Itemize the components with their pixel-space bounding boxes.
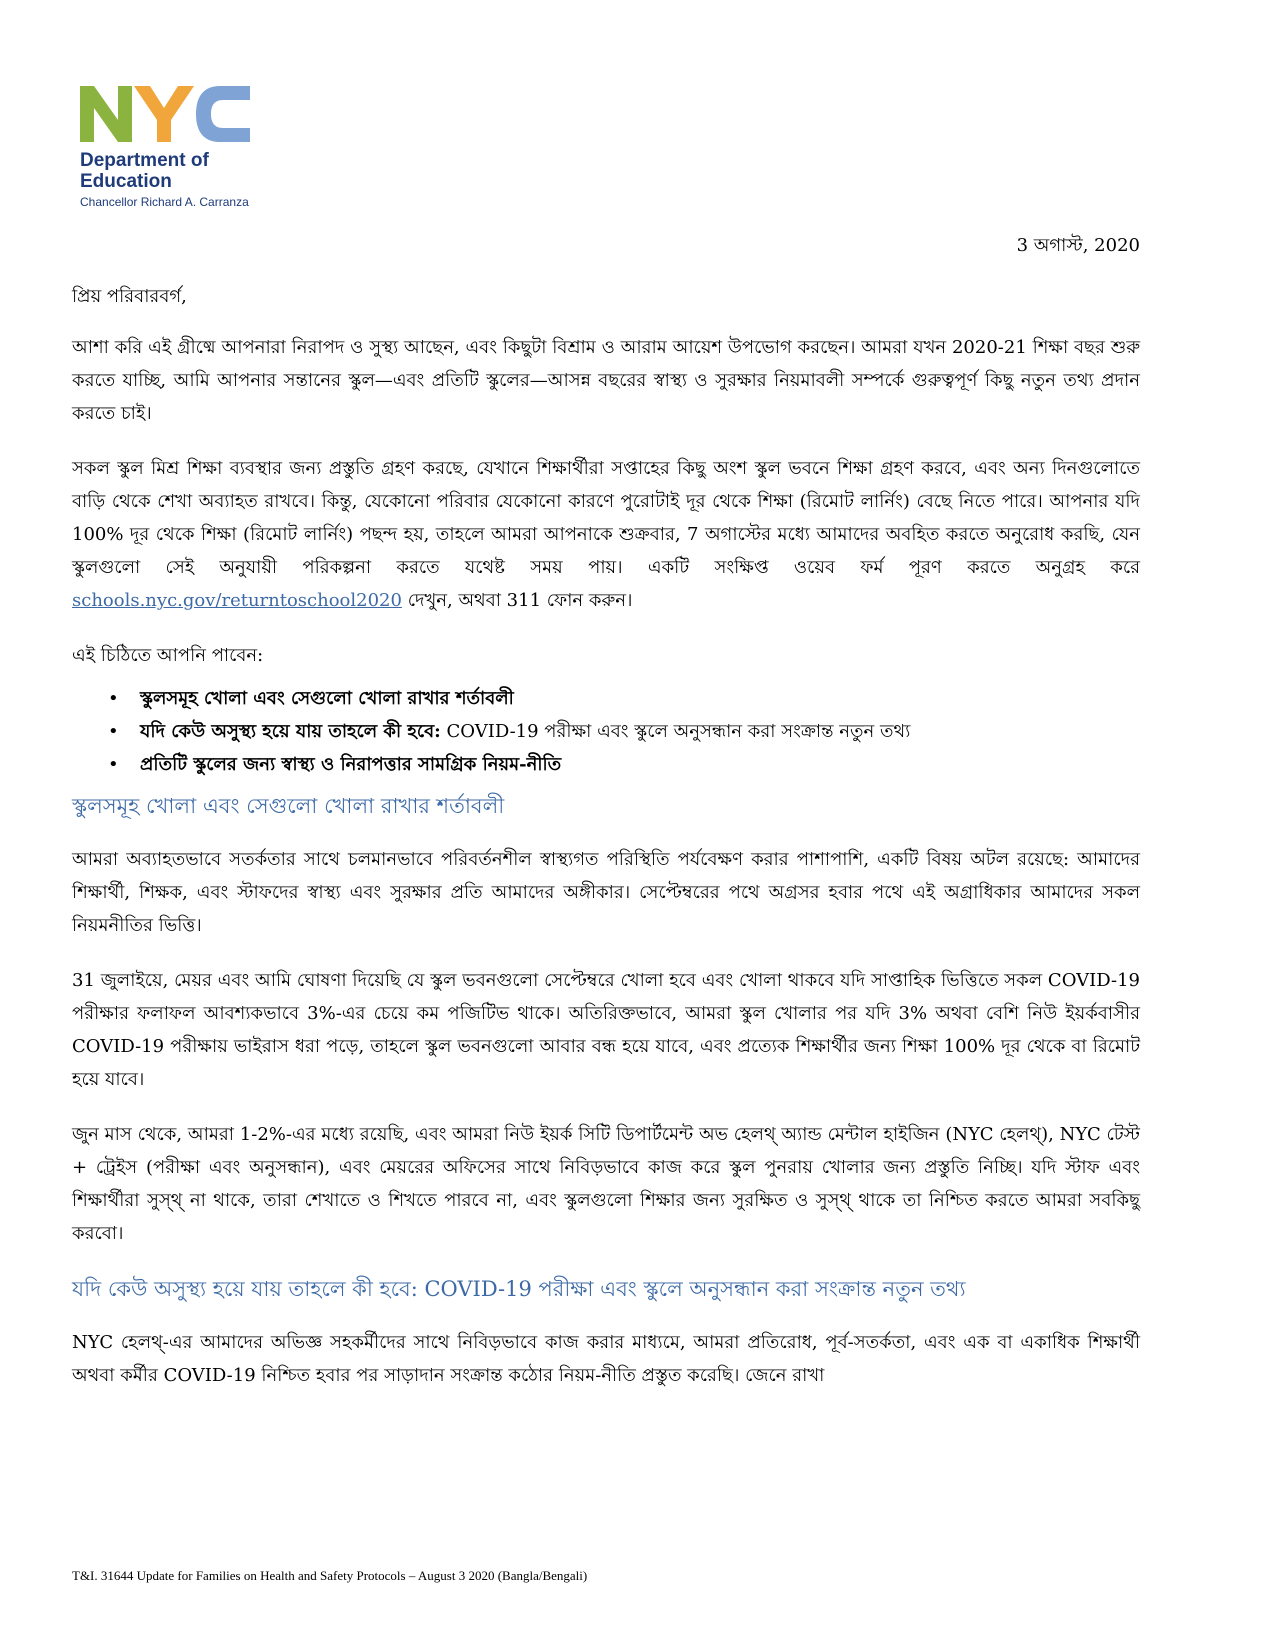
bullet-2-bold: যদি কেউ অসুস্থ্য হয়ে যায় তাহলে কী হবে: <box>140 721 441 742</box>
section-heading-illness: যদি কেউ অসুস্থ্য হয়ে যায় তাহলে কী হবে: COVID-19 পরীক্ষা এবং স্কুলে অনুসন্ধান করা সংক্রান্ত নতুন তথ্য <box>72 1277 966 1301</box>
org-name-line2: Education <box>80 171 172 192</box>
chancellor-name: Chancellor Richard A. Carranza <box>80 195 249 209</box>
paragraph-remote-after: দেখুন, অথবা 311 ফোন করুন। <box>401 590 633 611</box>
topics-list <box>72 682 1140 781</box>
section1-paragraph3: জুন মাস থেকে, আমরা 1-2%-এর মধ্যে রয়েছি, এবং আমরা নিউ ইয়র্ক সিটি ডিপার্টমেন্ট অভ হেলথ্ অ্যান্ড মেন্টাল হাইজিন (NYC হেলথ্), NYC টেস্ট + ট্রেইস (পরীক্ষা এবং অনুসন্ধান), এবং মেয়রের অফিসের সাথে নিবিড়ভাবে কাজ করে স্কুল পুনরায় খোলার জন্য প্রস্তুতি নিচ্ছি। যদি স্টাফ এবং শিক্ষার্থীরা সুস্থ্ না থাকে, তারা শেখাতে ও শিখতে পারবে না, এবং স্কুলগুলো শিক্ষার জন্য সুরক্ষিত ও সুস্থ্ থাকে তা নিশ্চিত করতে আমরা সবকিছু করবো। <box>72 1124 1140 1244</box>
bullet-3-text: প্রতিটি স্কুলের জন্য স্বাস্থ্য ও নিরাপত্তার সামগ্রিক নিয়ম-নীতি <box>140 754 562 775</box>
logo-letter-c <box>196 86 250 142</box>
paragraph-remote-learning <box>72 452 1140 617</box>
logo-text-block <box>80 150 249 210</box>
list-item <box>140 682 1140 715</box>
section2-paragraph1: NYC হেলথ্-এর আমাদের অভিজ্ঞ সহকর্মীদের সাথে নিবিড়ভাবে কাজ করার মাধ্যমে, আমরা প্রতিরোধ, পূর্ব-সতর্কতা, এবং এক বা একাধিক শিক্ষার্থী অথবা কর্মীর COVID-19 নিশ্চিত হবার পর সাড়াদান সংক্রান্ত কঠোর নিয়ম-নীতি প্রস্তুত করেছি। জেনে রাখা <box>72 1332 1140 1386</box>
logo-letter-n <box>80 86 132 142</box>
document-footer: T&I. 31644 Update for Families on Health and Safety Protocols – August 3 2020 (Bangla/Bengali) <box>72 1568 588 1583</box>
section-heading-opening: স্কুলসমূহ খোলা এবং সেগুলো খোলা রাখার শর্তাবলী <box>72 794 505 818</box>
list-item <box>140 715 1140 748</box>
letter-body <box>72 280 1140 1414</box>
paragraph-intro: আশা করি এই গ্রীষ্মে আপনারা নিরাপদ ও সুস্থ্য আছেন, এবং কিছুটা বিশ্রাম ও আরাম আয়েশ উপভোগ করছেন। আমরা যখন 2020-21 শিক্ষা বছর শুরু করতে যাচ্ছি, আমি আপনার সন্তানের স্কুল—এবং প্রতিটি স্কুলের—আসন্ন বছরের স্বাস্থ্য ও সুরক্ষার নিয়মাবলী সম্পর্কে গুরুত্বপূর্ণ কিছু নতুন তথ্য প্রদান করতে চাই। <box>72 337 1140 424</box>
greeting: প্রিয় পরিবারবর্গ, <box>72 286 187 307</box>
paragraph-remote-text: সকল স্কুল মিশ্র শিক্ষা ব্যবস্থার জন্য প্রস্তুতি গ্রহণ করছে, যেখানে শিক্ষার্থীরা সপ্তাহের কিছু অংশ স্কুল ভবনে শিক্ষা গ্রহণ করবে, এবং অন্য দিনগুলোতে বাড়ি থেকে শেখা অব্যাহত রাখবে। কিন্তু, যেকোনো পরিবার যেকোনো কারণে পুরোটাই দূর থেকে শিক্ষা (রিমোট লার্নিং) বেছে নিতে পারে। আপনার যদি 100% দূর থেকে শিক্ষা (রিমোট লার্নিং) পছন্দ হয়, তাহলে আমরা আপনাকে শুক্রবার, 7 অগাস্টের মধ্যে আমাদের অবহিত করতে অনুরোধ করছি, যেন স্কুলগুলো সেই অনুযায়ী পরিকল্পনা করতে যথেষ্ট সময় পায়। একটি সংক্ষিপ্ত ওয়েব ফর্ম পূরণ করতে অনুগ্রহ করে <box>72 458 1140 578</box>
list-intro: এই চিঠিতে আপনি পাবেন: <box>72 645 264 666</box>
section1-paragraph2: 31 জুলাইয়ে, মেয়র এবং আমি ঘোষণা দিয়েছি যে স্কুল ভবনগুলো সেপ্টেম্বরে খোলা হবে এবং খোলা থাকবে যদি সাপ্তাহিক ভিত্তিতে সকল COVID-19 পরীক্ষার ফলাফল আবশ্যকভাবে 3%-এর চেয়ে কম পজিটিভ থাকে। অতিরিক্তভাবে, আমরা স্কুল খোলার পর যদি 3% অথবা বেশি নিউ ইয়র্কবাসীর COVID-19 পরীক্ষায় ভাইরাস ধরা পড়ে, তাহলে স্কুল ভবনগুলো আবার বন্ধ হয়ে যাবে, এবং প্রত্যেক শিক্ষার্থীর জন্য শিক্ষা 100% দূর থেকে বা রিমোট হয়ে যাবে। <box>72 970 1140 1090</box>
return-to-school-link[interactable]: schools.nyc.gov/returntoschool2020 <box>72 590 402 611</box>
logo-letter-y <box>134 86 194 142</box>
list-item <box>140 748 1140 781</box>
bullet-2-rest: COVID-19 পরীক্ষা এবং স্কুলে অনুসন্ধান করা সংক্রান্ত নতুন তথ্য <box>440 721 911 742</box>
bullet-1-text: স্কুলসমূহ খোলা এবং সেগুলো খোলা রাখার শর্তাবলী <box>140 688 514 709</box>
letter-date: 3 অগাস্ট, 2020 <box>1016 235 1140 256</box>
org-name-line1: Department of <box>80 150 209 171</box>
section1-paragraph1: আমরা অব্যাহতভাবে সতর্কতার সাথে চলমানভাবে পরিবর্তনশীল স্বাস্থ্যগত পরিস্থিতি পর্যবেক্ষণ করার পাশাপাশি, একটি বিষয় অটল রয়েছে: আমাদের শিক্ষার্থী, শিক্ষক, এবং স্টাফদের স্বাস্থ্য এবং সুরক্ষার প্রতি আমাদের অঙ্গীকার। সেপ্টেম্বরের পথে অগ্রসর হবার পথে এই অগ্রাধিকার আমাদের সকল নিয়মনীতির ভিত্তি। <box>72 849 1140 936</box>
